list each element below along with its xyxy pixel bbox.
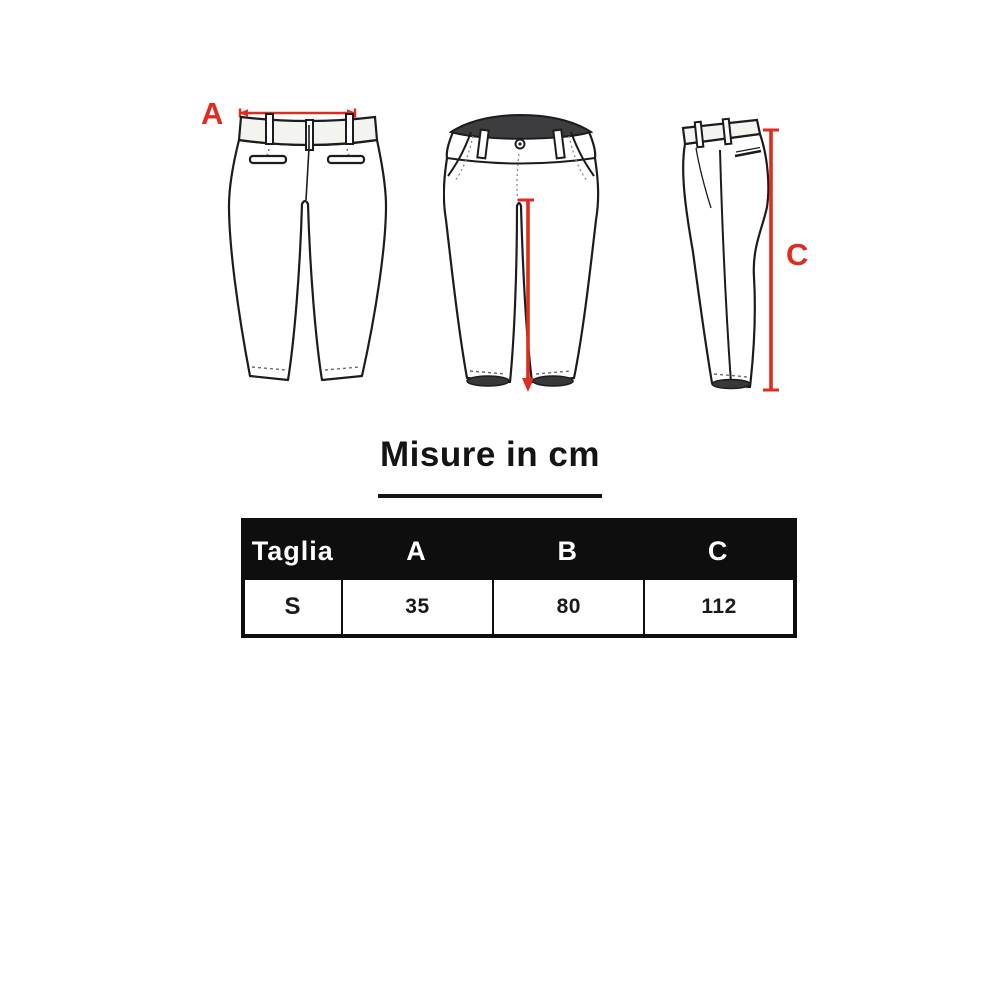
- width-arrow-a: [239, 109, 356, 118]
- front-waist-opening: [451, 115, 591, 139]
- side-body-outline: [683, 134, 768, 387]
- size-table-header-b: B: [492, 522, 643, 580]
- pants-back-view-drawing: [226, 108, 392, 400]
- pants-side-view-drawing: [666, 112, 781, 404]
- size-table-cell-c: 112: [643, 580, 793, 634]
- size-table-cell-a: 35: [341, 580, 493, 634]
- title-underline: [378, 494, 602, 498]
- size-chart-title: Misure in cm: [380, 435, 600, 474]
- size-table: [241, 518, 797, 638]
- front-hem-openings: [467, 376, 573, 386]
- size-table-cell-taglia: S: [245, 580, 341, 634]
- front-body-outline: [444, 132, 598, 382]
- measurement-label-c: C: [786, 237, 809, 272]
- side-hem-opening: [712, 380, 750, 389]
- size-table-cell-b: 80: [492, 580, 643, 634]
- front-button-hole: [518, 142, 521, 145]
- size-table-header-a: A: [341, 522, 493, 580]
- pants-front-view-drawing: [443, 112, 603, 402]
- size-table-header-c: C: [643, 522, 793, 580]
- measurement-label-a: A: [201, 96, 224, 131]
- size-table-header-taglia: Taglia: [245, 522, 341, 580]
